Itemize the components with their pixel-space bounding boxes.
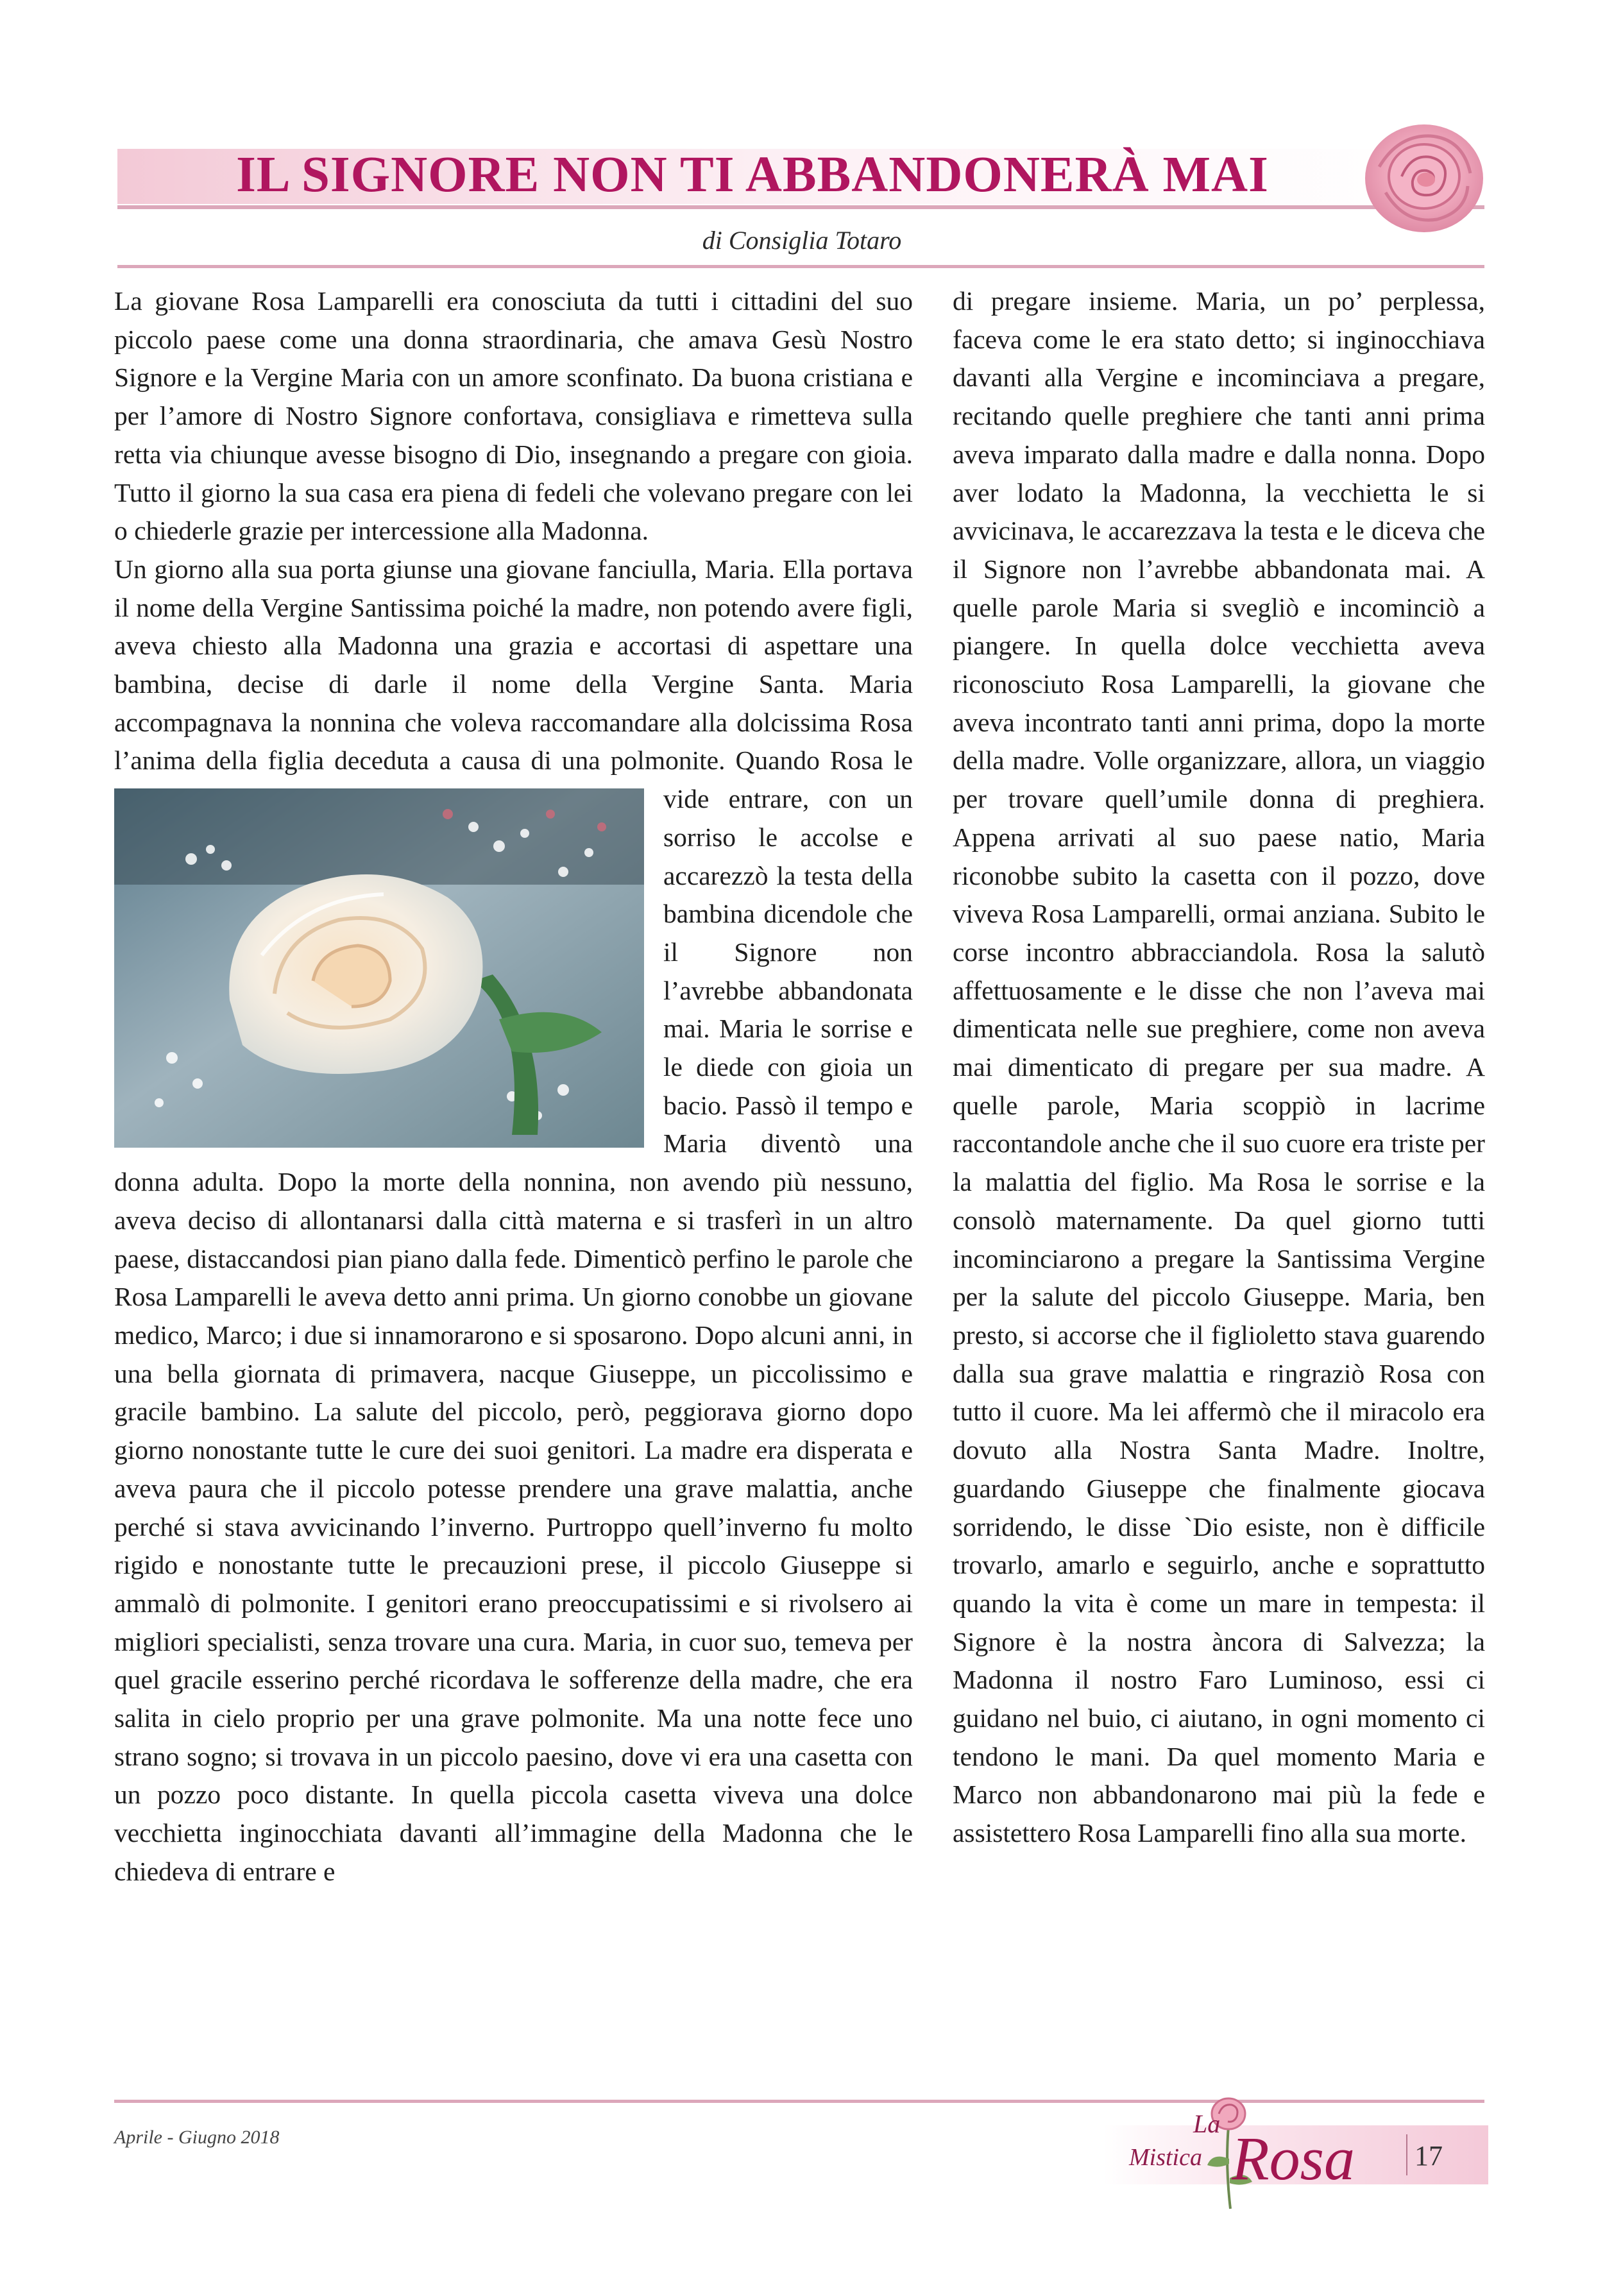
paragraph-text: a causa di una polmonite. Quando Rosa le vide entrare, con un sorriso le accolse e accarezzò la testa della bambina dicendole che il Signore non l’avrebbe abbandonata mai. Maria le sorrise e le diede con gioia un bacio. Passò il tempo e Maria diventò una donna adulta. Dopo la morte della nonnina, non avendo più nessuno, aveva deciso di allontanarsi dalla città materna e si trasferì in un altro paese, distaccandosi pian piano dalla fede. Dimenticò perfino le parole che Rosa Lamparelli le aveva detto anni prima. Un giorno conobbe un giovane medico, Marco; i due si innamorarono e si sposarono. Dopo alcuni anni, in una bella giornata di primavera, nacque Giuseppe, un piccolissimo e gracile bambino. La salute del piccolo, però, peggiorava giorno dopo giorno nonostante tutte le cure dei suoi genitori. La madre era disperata e aveva paura che il piccolo potesse prendere una grave malattia, anche perché si stava avvicinando l’inverno. Purtroppo quell’inverno fu molto rigido e nonostante tutte le precauzioni prese, il piccolo Giuseppe si ammalò di polmonite. I genitori erano preoccupatissimi e si rivolsero ai migliori specialisti, senza trovare una cura. Maria, in cuor suo, temeva per quel gracile esserino perché ricordava le sofferenze della madre, che era salita in cielo proprio per una grave polmonite. Ma una notte fece uno strano sogno; si trovava in un piccolo paesino, dove vi era una casetta con un pozzo poco distante. In quella piccola casetta viveva una dolce vecchietta inginocchiata davanti all’immagine della Madonna che le chiedeva di entrare e: [114, 745, 913, 1886]
pink-rose-icon: [1360, 115, 1488, 237]
paragraph-text: Un giorno alla sua porta giunse una giovane fanciulla, Maria. Ella portava il nome della Vergine Santissima poiché la madre, non potendo avere figli, aveva chiesto alla Madonna una grazia e accortasi di aspettare una bambina, decise di darle il nome della Vergine Santa. Maria accompagnava la nonnina che voleva raccomandare alla dolcissima Rosa l’anima della figlia deceduta: [114, 554, 913, 776]
brand-la: La: [1193, 2109, 1221, 2138]
issue-date: Aprile - Giugno 2018: [114, 2127, 280, 2148]
left-column: [114, 282, 913, 1891]
magazine-brand: [1103, 2101, 1488, 2204]
paragraph: di pregare insieme. Maria, un po’ perplessa, faceva come le era stato detto; si inginocchiava davanti alla Vergine e incominciava a pregare, recitando quelle preghiere che tanti anni prima aveva imparato dalla madre e dalla nonna. Dopo aver lodato la Madonna, la vecchietta le si avvicinava, le accarezzava la testa e le diceva che il Signore non l’avrebbe abbandonata mai. A quelle parole Maria si svegliò e incominciò a piangere. In quella dolce vecchietta aveva riconosciuto Rosa Lamparelli, la giovane che aveva incontrato tanti anni prima, dopo la morte della madre. Volle organizzare, allora, un viaggio per trovare quell’umile donna di preghiera. Appena arrivati al suo paese natio, Maria riconobbe subito la casetta con il pozzo, dove viveva Rosa Lamparelli, ormai anziana. Subito le corse incontro abbracciandola. Rosa la salutò affettuosamente e le disse che non l’aveva mai dimenticata nelle sue preghiere, come non aveva mai dimenticato di pregare per sua madre. A quelle parole, Maria scoppiò in lacrime raccontandole anche che il suo cuore era triste per la malattia del figlio. Ma Rosa le sorrise e la consolò maternamente. Da quel giorno tutti incominciarono a pregare la Santissima Vergine per la salute del piccolo Giuseppe. Maria, ben presto, si accorse che il figlioletto stava guarendo dalla sua grave malattia e ringraziò Rosa con tutto il cuore. Ma lei affermò che il miracolo era dovuto alla Nostra Santa Madre. Inoltre, guardando Giuseppe che finalmente giocava sorridendo, le disse `Dio esiste, non è difficile trovarlo, amarlo e seguirlo, anche e soprattutto quando la vita è come un mare in tempesta: il Signore è la nostra àncora di Salvezza; la Madonna il nostro Faro Luminoso, essi ci guidano nel buio, ci aiutano, in ogni momento ci tendono le mani. Da quel momento Maria e Marco non abbandonarono mai più la fede e assistettero Rosa Lamparelli fino alla sua morte.: [953, 286, 1485, 1848]
paragraph: [114, 550, 913, 1891]
page-number: 17: [1414, 2140, 1443, 2172]
page-number-separator: [1406, 2134, 1407, 2175]
right-column: [953, 282, 1485, 1853]
brand-rosa: Rosa: [1232, 2124, 1355, 2193]
article-title: IL SIGNORE NON TI ABBANDONERÀ MAI: [236, 147, 1269, 203]
brand-mistica: Mistica: [1129, 2144, 1202, 2171]
byline: di Consiglia Totaro: [702, 226, 902, 255]
byline-rule: [117, 265, 1484, 268]
paragraph: La giovane Rosa Lamparelli era conosciuta da tutti i cittadini del suo piccolo paese come una donna straordinaria, che amava Gesù Nostro Signore e la Vergine Maria con un amore sconfinato. Da buona cristiana e per l’amore di Nostro Signore confortava, consigliava e rimetteva sulla retta via chiunque avesse bisogno di Dio, insegnando a pregare con gioia. Tutto il giorno la sua casa era piena di fedeli che volevano pregare con lei o chiederle grazie per intercessione alla Madonna.: [114, 286, 913, 546]
white-rose-photo: [114, 788, 644, 1148]
title-underline: [117, 205, 1484, 209]
